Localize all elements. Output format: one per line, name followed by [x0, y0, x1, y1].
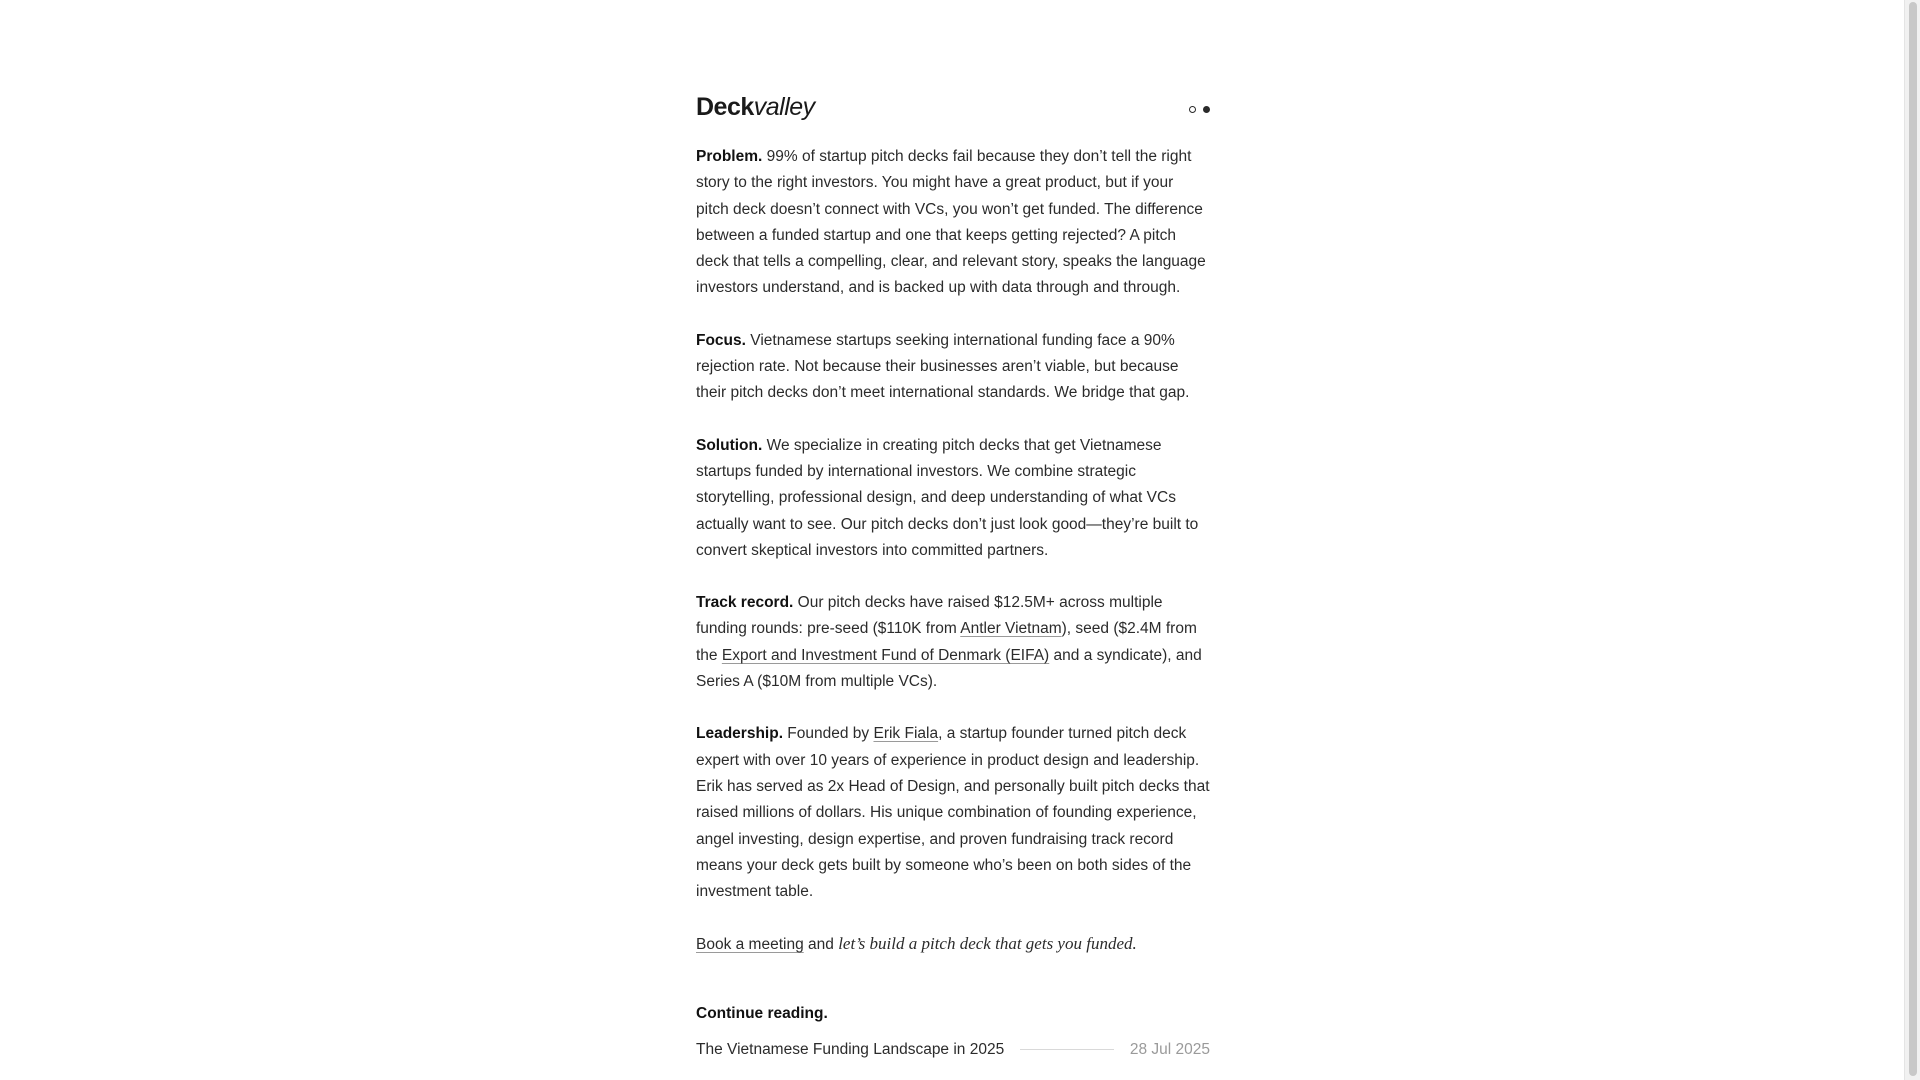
track-record-text-1: Our pitch decks have raised $12.5M+ across multiple funding rounds: pre-seed ($110K from	[696, 594, 1163, 638]
track-record-heading: Track record.	[696, 594, 794, 612]
track-record-text-3: and a syndicate), and Series A ($10M from multiple VCs).	[696, 646, 1202, 691]
slide-pagination	[1189, 106, 1210, 113]
antler-vietnam-link[interactable]: Antler Vietnam	[960, 620, 1062, 638]
book-meeting-link[interactable]: Book a meeting	[696, 936, 804, 954]
article-list-item[interactable]	[696, 1041, 1210, 1059]
solution-heading: Solution.	[696, 436, 763, 454]
problem-text: 99% of startup pitch decks fail because they don’t tell the right story to the right investors. You might have a great product, but if your pitch deck doesn’t connect with VCs, you won’t get funded. The difference between a funded startup and one that keeps getting rejected? A pitch deck that tells a compelling, clear, and relevant story, speaks the language investors understand, and is backed up with data through and through.	[696, 148, 1206, 297]
page-header	[696, 92, 1210, 122]
leadership-heading: Leadership.	[696, 725, 783, 743]
deckvalley-logo[interactable]	[696, 92, 815, 122]
main-content	[696, 92, 1210, 1059]
logo-bold-part: Deck	[696, 93, 754, 121]
article-divider-line	[1020, 1049, 1114, 1050]
article-date: 28 Jul 2025	[1129, 1040, 1210, 1058]
leadership-text-1: Founded by	[783, 725, 874, 743]
leadership-text-2: , a startup founder turned pitch deck expert with over 10 years of experience in product design and leadership. Erik has served as 2x Head of Design, and personally built pitch decks that raised millions of dollars. His unique combination of founding experience, angel investing, design expertise, and proven fundraising track record means your deck gets built by someone who’s been on both sides of the investment table.	[696, 725, 1210, 901]
logo-italic-part: valley	[753, 93, 815, 121]
pagination-dot-1[interactable]	[1189, 106, 1196, 113]
eifa-link[interactable]: Export and Investment Fund of Denmark (EIFA)	[721, 646, 1050, 664]
problem-heading: Problem.	[696, 148, 763, 165]
scrollbar-thumb[interactable]	[1909, 2, 1917, 1076]
article-title[interactable]: The Vietnamese Funding Landscape in 2025	[696, 1040, 1005, 1058]
pagination-dot-2-active[interactable]	[1203, 106, 1210, 113]
erik-fiala-link[interactable]: Erik Fiala	[873, 725, 939, 743]
cta-connector: and	[803, 936, 839, 954]
leadership-section	[696, 721, 1210, 905]
continue-reading-heading: Continue reading.	[696, 1004, 828, 1022]
focus-section	[696, 328, 1210, 407]
cta-tagline: let’s build a pitch deck that gets you funded.	[838, 934, 1137, 954]
track-record-text-2: ), seed ($2.4M from the	[696, 620, 1197, 664]
cta-section	[696, 931, 1210, 958]
solution-text: We specialize in creating pitch decks that get Vietnamese startups funded by international investors. We combine strategic storytelling, professional design, and deep understanding of what VCs actually want to see. Our pitch decks don’t just look good—they’re built to convert skeptical investors into committed partners.	[696, 436, 1199, 559]
focus-text: Vietnamese startups seeking international funding face a 90% rejection rate. Not because their businesses aren’t viable, but because their pitch decks don’t meet international standards. We bridge that gap.	[696, 331, 1190, 402]
track-record-section	[696, 590, 1210, 695]
focus-heading: Focus.	[696, 331, 746, 349]
page-scrollbar[interactable]	[1904, 0, 1920, 1080]
problem-section	[696, 144, 1210, 302]
solution-section	[696, 433, 1210, 564]
